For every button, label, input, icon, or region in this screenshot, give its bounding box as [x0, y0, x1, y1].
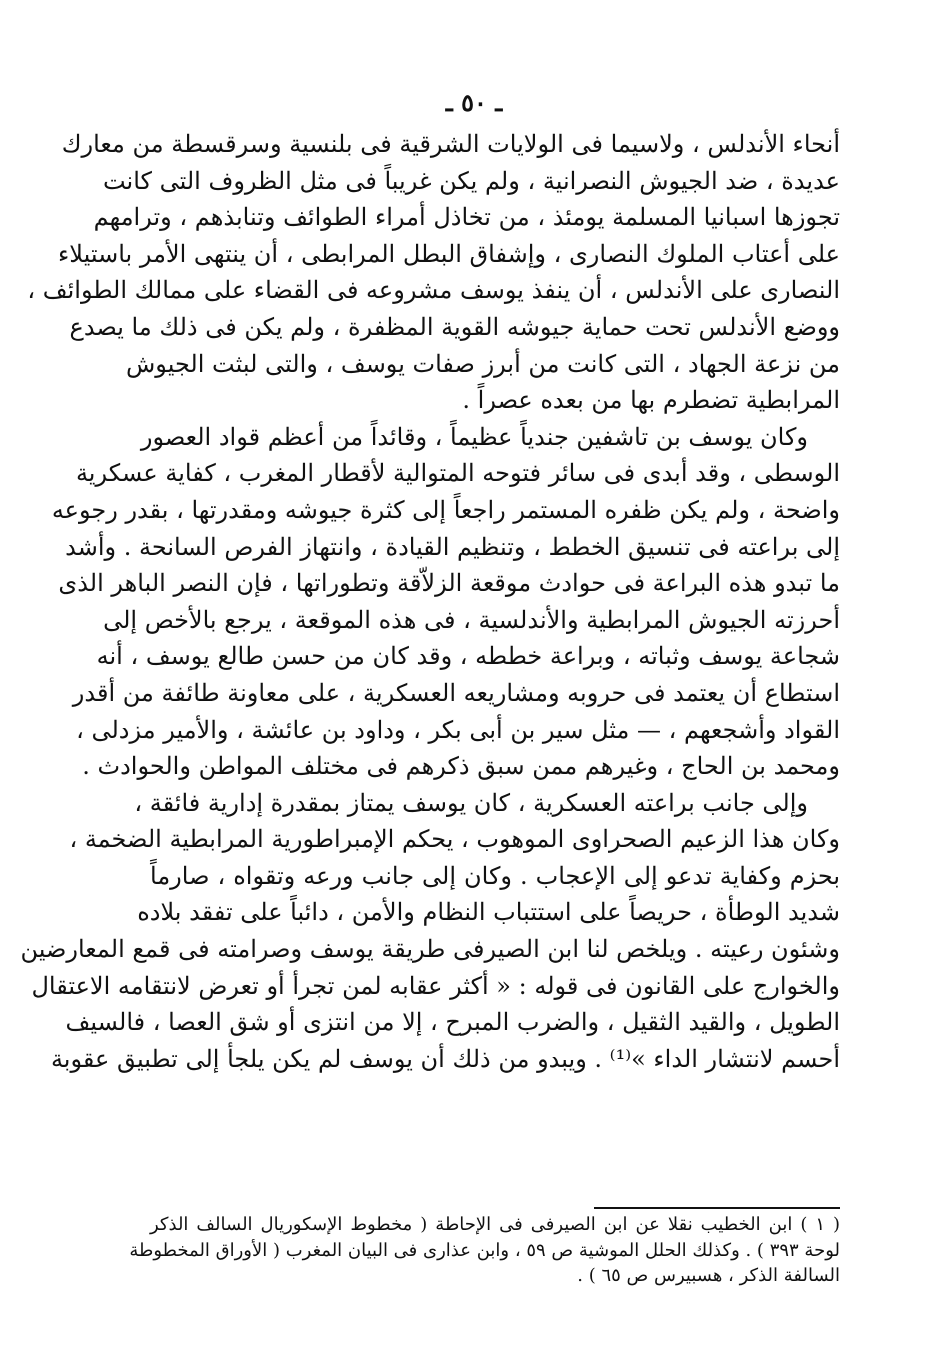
text-line: إلى براعته فى تنسيق الخطط ، وتنظيم القيادة ، وانتهاز الفرص السانحة . وأشد [65, 532, 840, 561]
text-line: المرابطية تضطرم بها من بعده عصراً . [462, 386, 840, 415]
text-line: وكان يوسف بن تاشفين جندياً عظيماً ، وقائداً من أعظم قواد العصور [140, 422, 808, 451]
text-line: شجاعة يوسف وثباته ، وبراعة خططه ، وقد كان من حسن طالع يوسف ، أنه [96, 642, 840, 671]
text-line: عديدة ، ضد الجيوش النصرانية ، ولم يكن غريباً فى مثل الظروف التى كانت [102, 166, 840, 195]
text-line: الطويل ، والقيد الثقيل ، والضرب المبرح ، إلا من انتزى أو شق العصا ، فالسيف [65, 1008, 840, 1037]
text-line: شديد الوطأة ، حريصاً على استتباب النظام والأمن ، دائباً على تفقد بلاده [137, 898, 840, 927]
text-line: على أعتاب الملوك النصارى ، وإشفاق البطل المرابطى ، أن ينتهى الأمر باستيلاء [58, 239, 840, 268]
text-line: النصارى على الأندلس ، أن ينفذ يوسف مشروعه فى القضاء على ممالك الطوائف ، [27, 276, 840, 305]
text-line: واضحة ، ولم يكن ظفره المستمر راجعاً إلى كثرة جيوشه ومقدرتها ، بقدر رجوعه [51, 495, 840, 524]
text-line: ووضع الأندلس تحت حماية جيوشه القوية المظفرة ، ولم يكن فى ذلك ما يصدع [69, 312, 840, 341]
text-line: أحرزته الجيوش المرابطية والأندلسية ، فى هذه الموقعة ، يرجع بالأخص إلى [103, 605, 840, 634]
text-line: القواد وأشجعهم ، — مثل سير بن أبى بكر ، وداود بن عائشة ، والأمير مزدلى ، [76, 715, 840, 744]
footnote-line: السالفة الذكر ، هسبيرس ص ٦٥ ) . [577, 1265, 840, 1286]
text-line: والخوارج على القانون فى قوله : « أكثر عقابه لمن تجرأ أو تعرض لانتقامه الاعتقال [31, 971, 840, 1000]
body-text [20, 126, 840, 1077]
text-line: من نزعة الجهاد ، التى كانت من أبرز صفات يوسف ، والتى لبثت الجيوش [126, 349, 840, 378]
footnotes [129, 1212, 840, 1289]
text-line: استطاع أن يعتمد فى حروبه ومشاريعه العسكرية ، على معاونة طائفة من أقدر [72, 678, 840, 707]
footnote-line: لوحة ٣٩٣ ) . وكذلك الحلل الموشية ص ٥٩ ، وابن عذارى فى البيان المغرب ( الأوراق المخطوطة [129, 1239, 840, 1261]
text-line: الوسطى ، وقد أبدى فى سائر فتوحه المتوالية لأقطار المغرب ، كفاية عسكرية [75, 459, 840, 488]
text-line: أحسم لانتشار الداء »⁽¹⁾ . ويبدو من ذلك أن يوسف لم يكن يلجأ إلى تطبيق عقوبة [50, 1044, 840, 1073]
text-line: وشئون رعيته . ويلخص لنا ابن الصيرفى طريقة يوسف وصرامته فى قمع المعارضين [20, 935, 840, 964]
footnote-divider [594, 1207, 840, 1209]
text-line: ومحمد بن الحاج ، وغيرهم ممن سبق ذكرهم فى مختلف المواطن والحوادث . [82, 752, 840, 781]
text-line: أنحاء الأندلس ، ولاسيما فى الولايات الشرقية فى بلنسية وسرقسطة من معارك [61, 130, 840, 158]
footnote-line: ( ١ ) ابن الخطيب نقلا عن ابن الصيرفى فى الإحاطة ( مخطوط الإسكوريال السالف الذكر [150, 1214, 840, 1235]
text-line: تجوزها اسبانيا المسلمة يومئذ ، من تخاذل أمراء الطوائف وتنابذهم ، وترامهم [93, 203, 840, 232]
text-line: وإلى جانب براعته العسكرية ، كان يوسف يمتاز بمقدرة إدارية فائقة ، [134, 788, 808, 817]
text-line: ما تبدو هذه البراعة فى حوادث موقعة الزلاّقة وتطوراتها ، فإن النصر الباهر الذى [58, 569, 840, 598]
text-line: بحزم وكفاية تدعو إلى الإعجاب . وكان إلى جانب ورعه وتقواه ، صارماً [150, 861, 840, 890]
text-line: وكان هذا الزعيم الصحراوى الموهوب ، يحكم الإمبراطورية المرابطية الضخمة ، [69, 825, 840, 854]
page-number: ـ ٥٠ ـ [445, 88, 503, 117]
